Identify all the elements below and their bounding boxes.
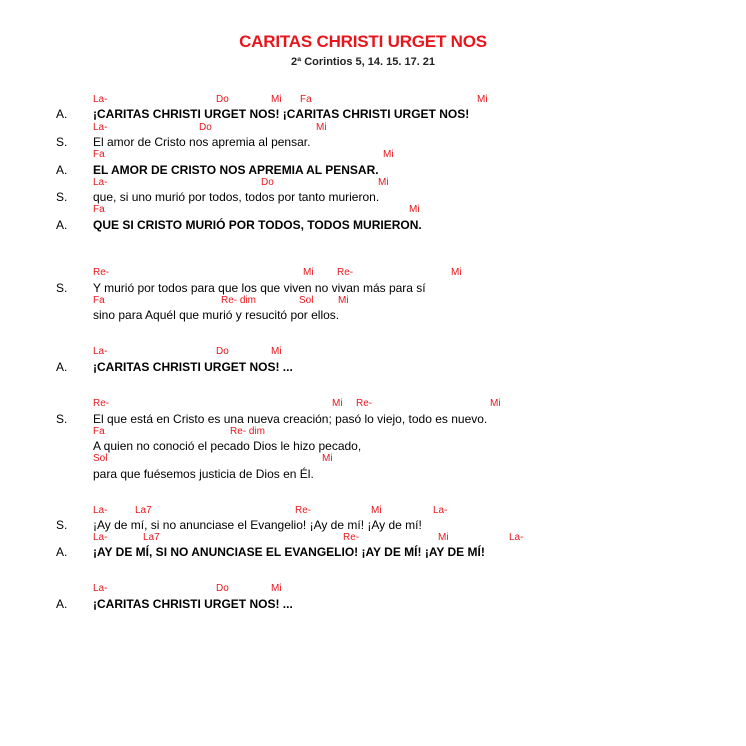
- chord: Mi: [490, 398, 501, 409]
- chord: La-: [93, 122, 108, 133]
- voice-marker: A.: [56, 163, 68, 177]
- chord: Do: [261, 177, 274, 188]
- chord: Mi: [371, 505, 382, 516]
- chord: Mi: [332, 398, 343, 409]
- chord: Mi: [303, 267, 314, 278]
- chord: Do: [216, 346, 229, 357]
- lyric-text: A quien no conoció el pecado Dios le hizo pecado,: [93, 439, 362, 453]
- lyric-text: sino para Aquél que murió y resucitó por ellos.: [93, 308, 340, 322]
- chord: Re- dim: [230, 426, 266, 437]
- chord: Re-: [93, 398, 110, 409]
- chord: Mi: [322, 453, 333, 464]
- chord: Do: [199, 122, 212, 133]
- lyric-text: ¡CARITAS CHRISTI URGET NOS! ...: [93, 597, 293, 611]
- voice-marker: S.: [56, 135, 68, 149]
- chord: La-: [93, 505, 108, 516]
- chord: Re-: [337, 267, 354, 278]
- chord: Mi: [338, 295, 349, 306]
- chord: La-: [509, 532, 524, 543]
- lyric-text: para que fuésemos justicia de Dios en Él.: [93, 467, 314, 481]
- chord: Fa: [300, 94, 312, 105]
- chord: Re-: [295, 505, 312, 516]
- lyric-text: El que está en Cristo es una nueva creación; pasó lo viejo, todo es nuevo.: [93, 412, 488, 426]
- chord: Fa: [93, 426, 105, 437]
- chord: Mi: [438, 532, 449, 543]
- chord: La-: [93, 177, 108, 188]
- voice-marker: S.: [56, 412, 68, 426]
- voice-marker: S.: [56, 190, 68, 204]
- lyric-text: ¡CARITAS CHRISTI URGET NOS! ...: [93, 360, 293, 374]
- chord: Mi: [383, 149, 394, 160]
- voice-marker: A.: [56, 107, 68, 121]
- chord: Mi: [477, 94, 488, 105]
- chord: La7: [135, 505, 152, 516]
- lyric-text: El amor de Cristo nos apremia al pensar.: [93, 135, 311, 149]
- chord: Mi: [271, 346, 282, 357]
- chord: La-: [93, 583, 108, 594]
- chord: Re-: [343, 532, 360, 543]
- chord: Do: [216, 583, 229, 594]
- lyric-text: que, si uno murió por todos, todos por tanto murieron.: [93, 190, 380, 204]
- lyric-text: EL AMOR DE CRISTO NOS APREMIA AL PENSAR.: [93, 163, 379, 177]
- chord: La7: [143, 532, 160, 543]
- chord: Sol: [93, 453, 108, 464]
- chord: Re-: [93, 267, 110, 278]
- chord: Mi: [271, 583, 282, 594]
- chord: Mi: [271, 94, 282, 105]
- chord: Fa: [93, 295, 105, 306]
- page-title: CARITAS CHRISTI URGET NOS: [239, 32, 487, 51]
- chord: Mi: [451, 267, 462, 278]
- voice-marker: S.: [56, 281, 68, 295]
- scripture-reference: 2ª Corintios 5, 14. 15. 17. 21: [290, 56, 436, 68]
- chord: Re- dim: [221, 295, 257, 306]
- chord: La-: [93, 346, 108, 357]
- chord: Mi: [378, 177, 389, 188]
- voice-marker: A.: [56, 360, 68, 374]
- chord: Do: [216, 94, 229, 105]
- chord: La-: [433, 505, 448, 516]
- lyric-text: QUE SI CRISTO MURIÓ POR TODOS, TODOS MURIERON.: [93, 218, 422, 232]
- voice-marker: S.: [56, 518, 68, 532]
- lyric-text: Y murió por todos para que los que viven no vivan más para sí: [93, 281, 426, 295]
- voice-marker: A.: [56, 218, 68, 232]
- voice-marker: A.: [56, 545, 68, 559]
- voice-marker: A.: [56, 597, 68, 611]
- chord: La-: [93, 532, 108, 543]
- chord: Re-: [356, 398, 373, 409]
- chord: Mi: [409, 204, 420, 215]
- lyric-text: ¡Ay de mí, si no anunciase el Evangelio! ¡Ay de mí! ¡Ay de mí!: [93, 518, 422, 532]
- chord: Fa: [93, 204, 105, 215]
- lyric-text: ¡AY DE MÍ, SI NO ANUNCIASE EL EVANGELIO! ¡AY DE MÍ! ¡AY DE MÍ!: [93, 545, 485, 559]
- chord: Mi: [316, 122, 327, 133]
- lyric-text: ¡CARITAS CHRISTI URGET NOS! ¡CARITAS CHRISTI URGET NOS!: [93, 107, 470, 121]
- chord: Fa: [93, 149, 105, 160]
- chord: Sol: [299, 295, 314, 306]
- chord: La-: [93, 94, 108, 105]
